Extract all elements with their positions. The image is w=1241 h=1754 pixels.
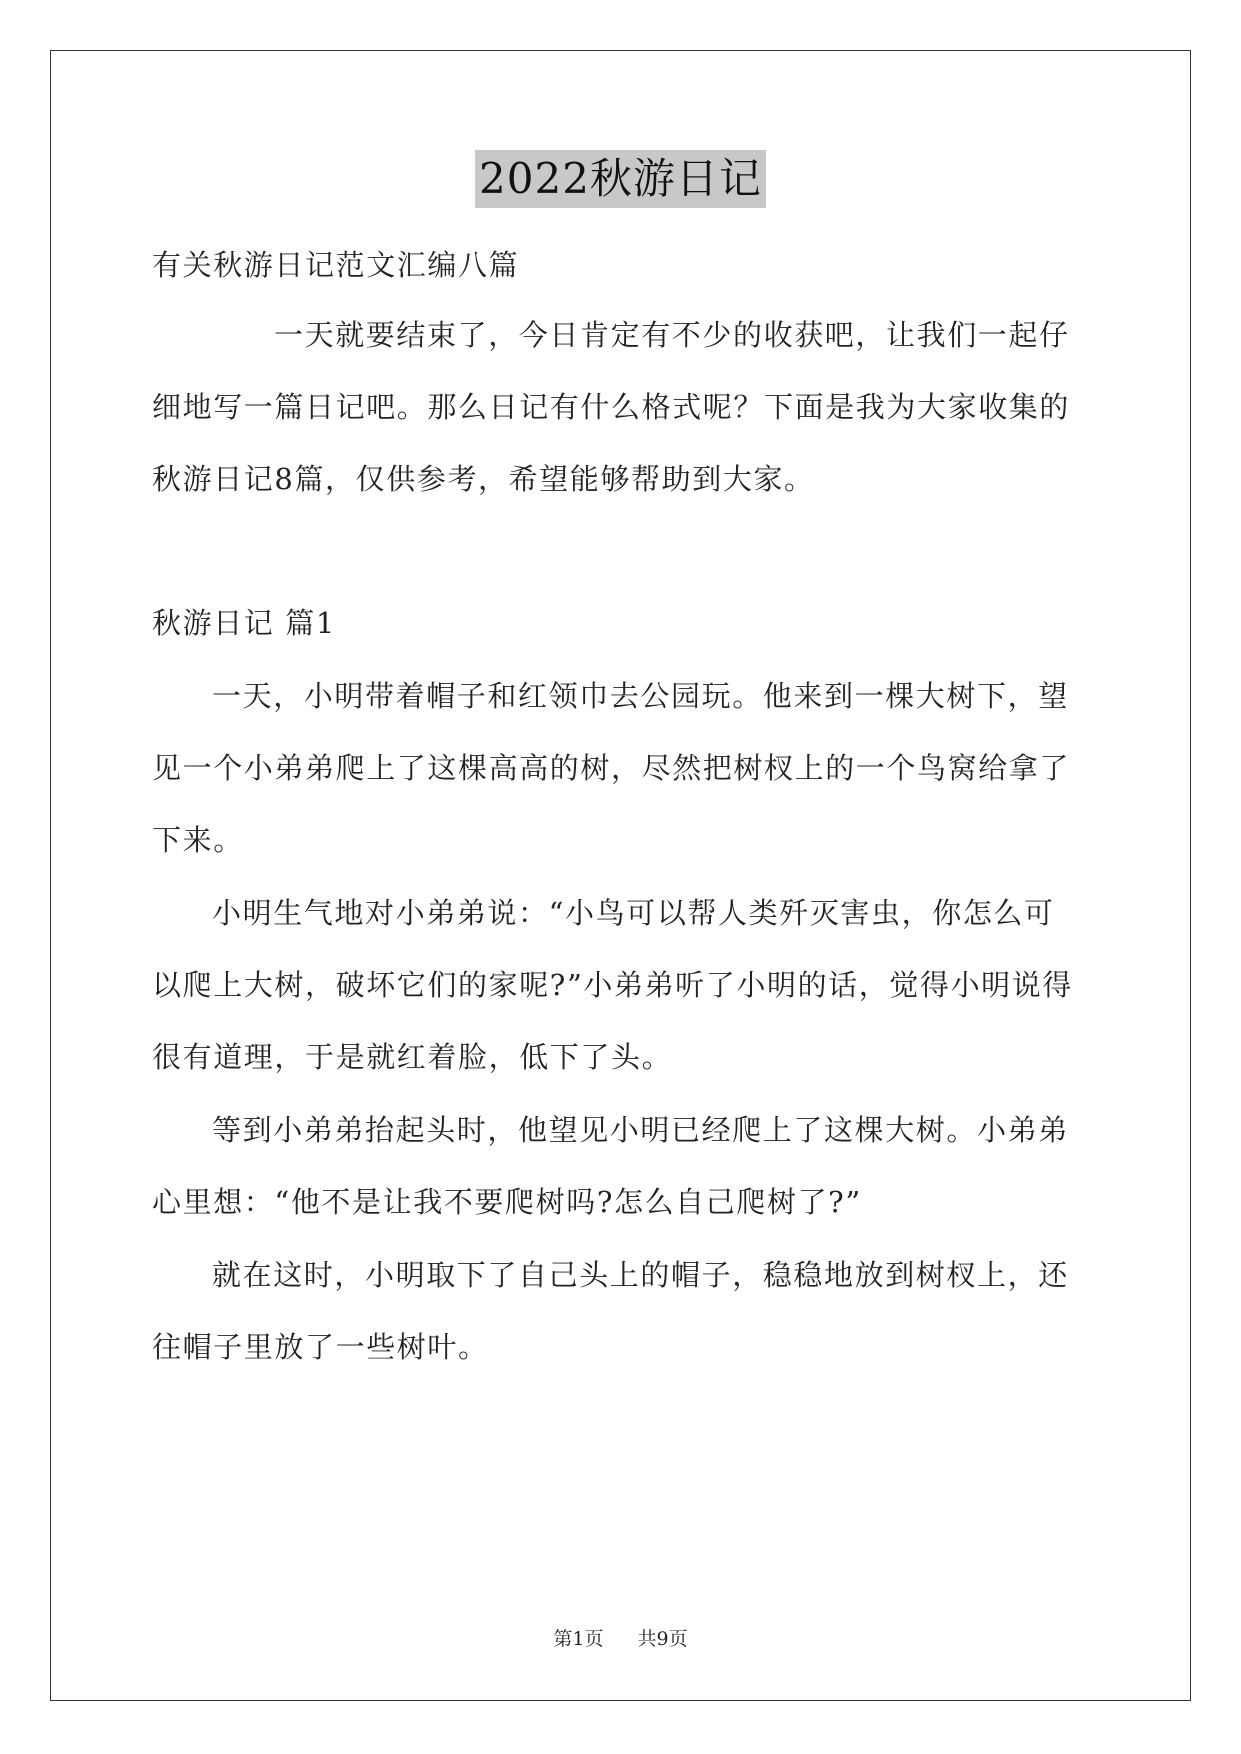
paragraph-line: 就在这时，小明取下了自己头上的帽子，稳稳地放到树杈上，还 [212, 1258, 1069, 1292]
page-total: 共9页 [637, 1628, 688, 1650]
page-number: 第1页 [553, 1628, 604, 1650]
paragraph-line: 心里想：“他不是让我不要爬树吗?怎么自己爬树了?” [152, 1185, 862, 1219]
intro-line: 细地写一篇日记吧。那么日记有什么格式呢？下面是我为大家收集的 [152, 390, 1071, 424]
intro-line: 秋游日记8篇，仅供参考，希望能够帮助到大家。 [152, 462, 815, 496]
title-container [0, 150, 1241, 208]
paragraph-line: 以爬上大树，破坏它们的家呢?”小弟弟听了小明的话，觉得小明说得 [152, 968, 1073, 1002]
paragraph-line: 往帽子里放了一些树叶。 [152, 1330, 489, 1364]
intro-line: 一天就要结束了，今日肯定有不少的收获吧，让我们一起仔 [274, 318, 1070, 352]
page-footer [0, 1626, 1241, 1652]
paragraph-line: 一天，小明带着帽子和红领巾去公园玩。他来到一棵大树下，望 [212, 679, 1069, 713]
page-border [50, 50, 1191, 1701]
paragraph-line: 小明生气地对小弟弟说：“小鸟可以帮人类歼灭害虫，你怎么可 [212, 896, 1055, 930]
document-title: 2022秋游日记 [475, 150, 766, 208]
paragraph-line: 很有道理，于是就红着脸，低下了头。 [152, 1040, 673, 1074]
paragraph-line: 见一个小弟弟爬上了这棵高高的树，尽然把树杈上的一个鸟窝给拿了 [152, 751, 1071, 785]
subtitle: 有关秋游日记范文汇编八篇 [152, 248, 520, 282]
paragraph-line: 等到小弟弟抬起头时，他望见小明已经爬上了这棵大树。小弟弟 [212, 1113, 1069, 1147]
paragraph-line: 下来。 [152, 823, 244, 857]
section-heading: 秋游日记 篇1 [152, 606, 336, 640]
